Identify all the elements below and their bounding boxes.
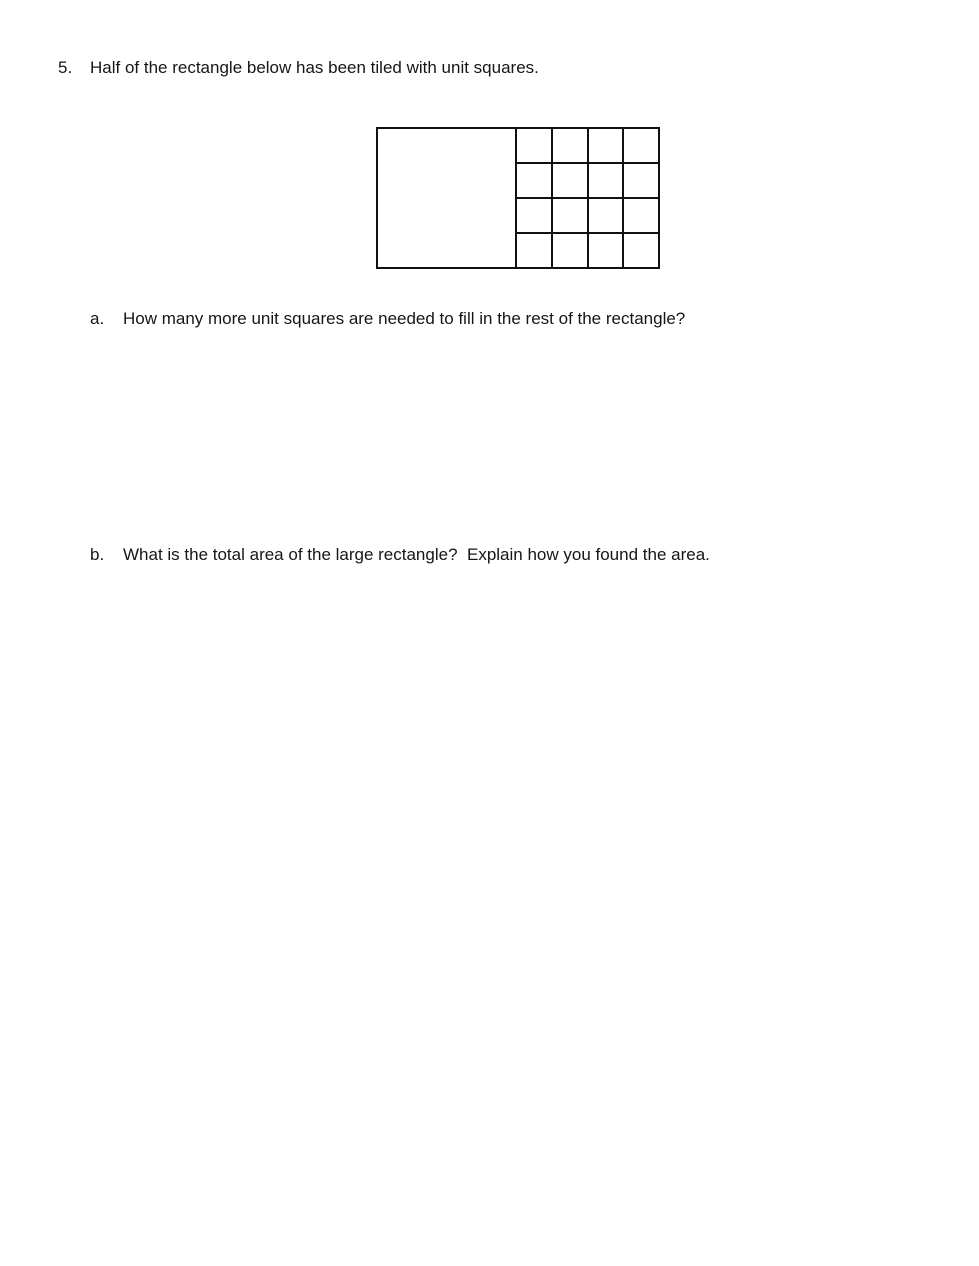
part-b <box>90 545 930 565</box>
question-number: 5. <box>58 58 73 77</box>
question-prompt: Half of the rectangle below has been tiled with unit squares. <box>90 58 539 77</box>
unit-square-cell <box>517 199 551 232</box>
part-a-label: a. <box>90 309 105 328</box>
half-tiled-rectangle-figure <box>376 127 660 269</box>
unit-square-cell <box>589 199 623 232</box>
unit-square-cell <box>517 164 551 197</box>
unit-square-grid <box>517 129 658 267</box>
untiled-left-half <box>378 129 517 267</box>
part-a <box>90 309 930 329</box>
unit-square-cell <box>589 164 623 197</box>
part-b-question: What is the total area of the large rectangle? Explain how you found the area. <box>123 545 710 564</box>
unit-square-cell <box>624 234 658 267</box>
unit-square-cell <box>553 234 587 267</box>
unit-square-cell <box>589 234 623 267</box>
unit-square-cell <box>624 129 658 162</box>
unit-square-cell <box>624 164 658 197</box>
unit-square-cell <box>589 129 623 162</box>
unit-square-cell <box>553 199 587 232</box>
unit-square-cell <box>517 234 551 267</box>
part-a-question: How many more unit squares are needed to fill in the rest of the rectangle? <box>123 309 686 328</box>
unit-square-cell <box>624 199 658 232</box>
part-b-label: b. <box>90 545 105 564</box>
unit-square-cell <box>553 164 587 197</box>
question-5 <box>58 58 928 78</box>
unit-square-cell <box>517 129 551 162</box>
unit-square-cell <box>553 129 587 162</box>
